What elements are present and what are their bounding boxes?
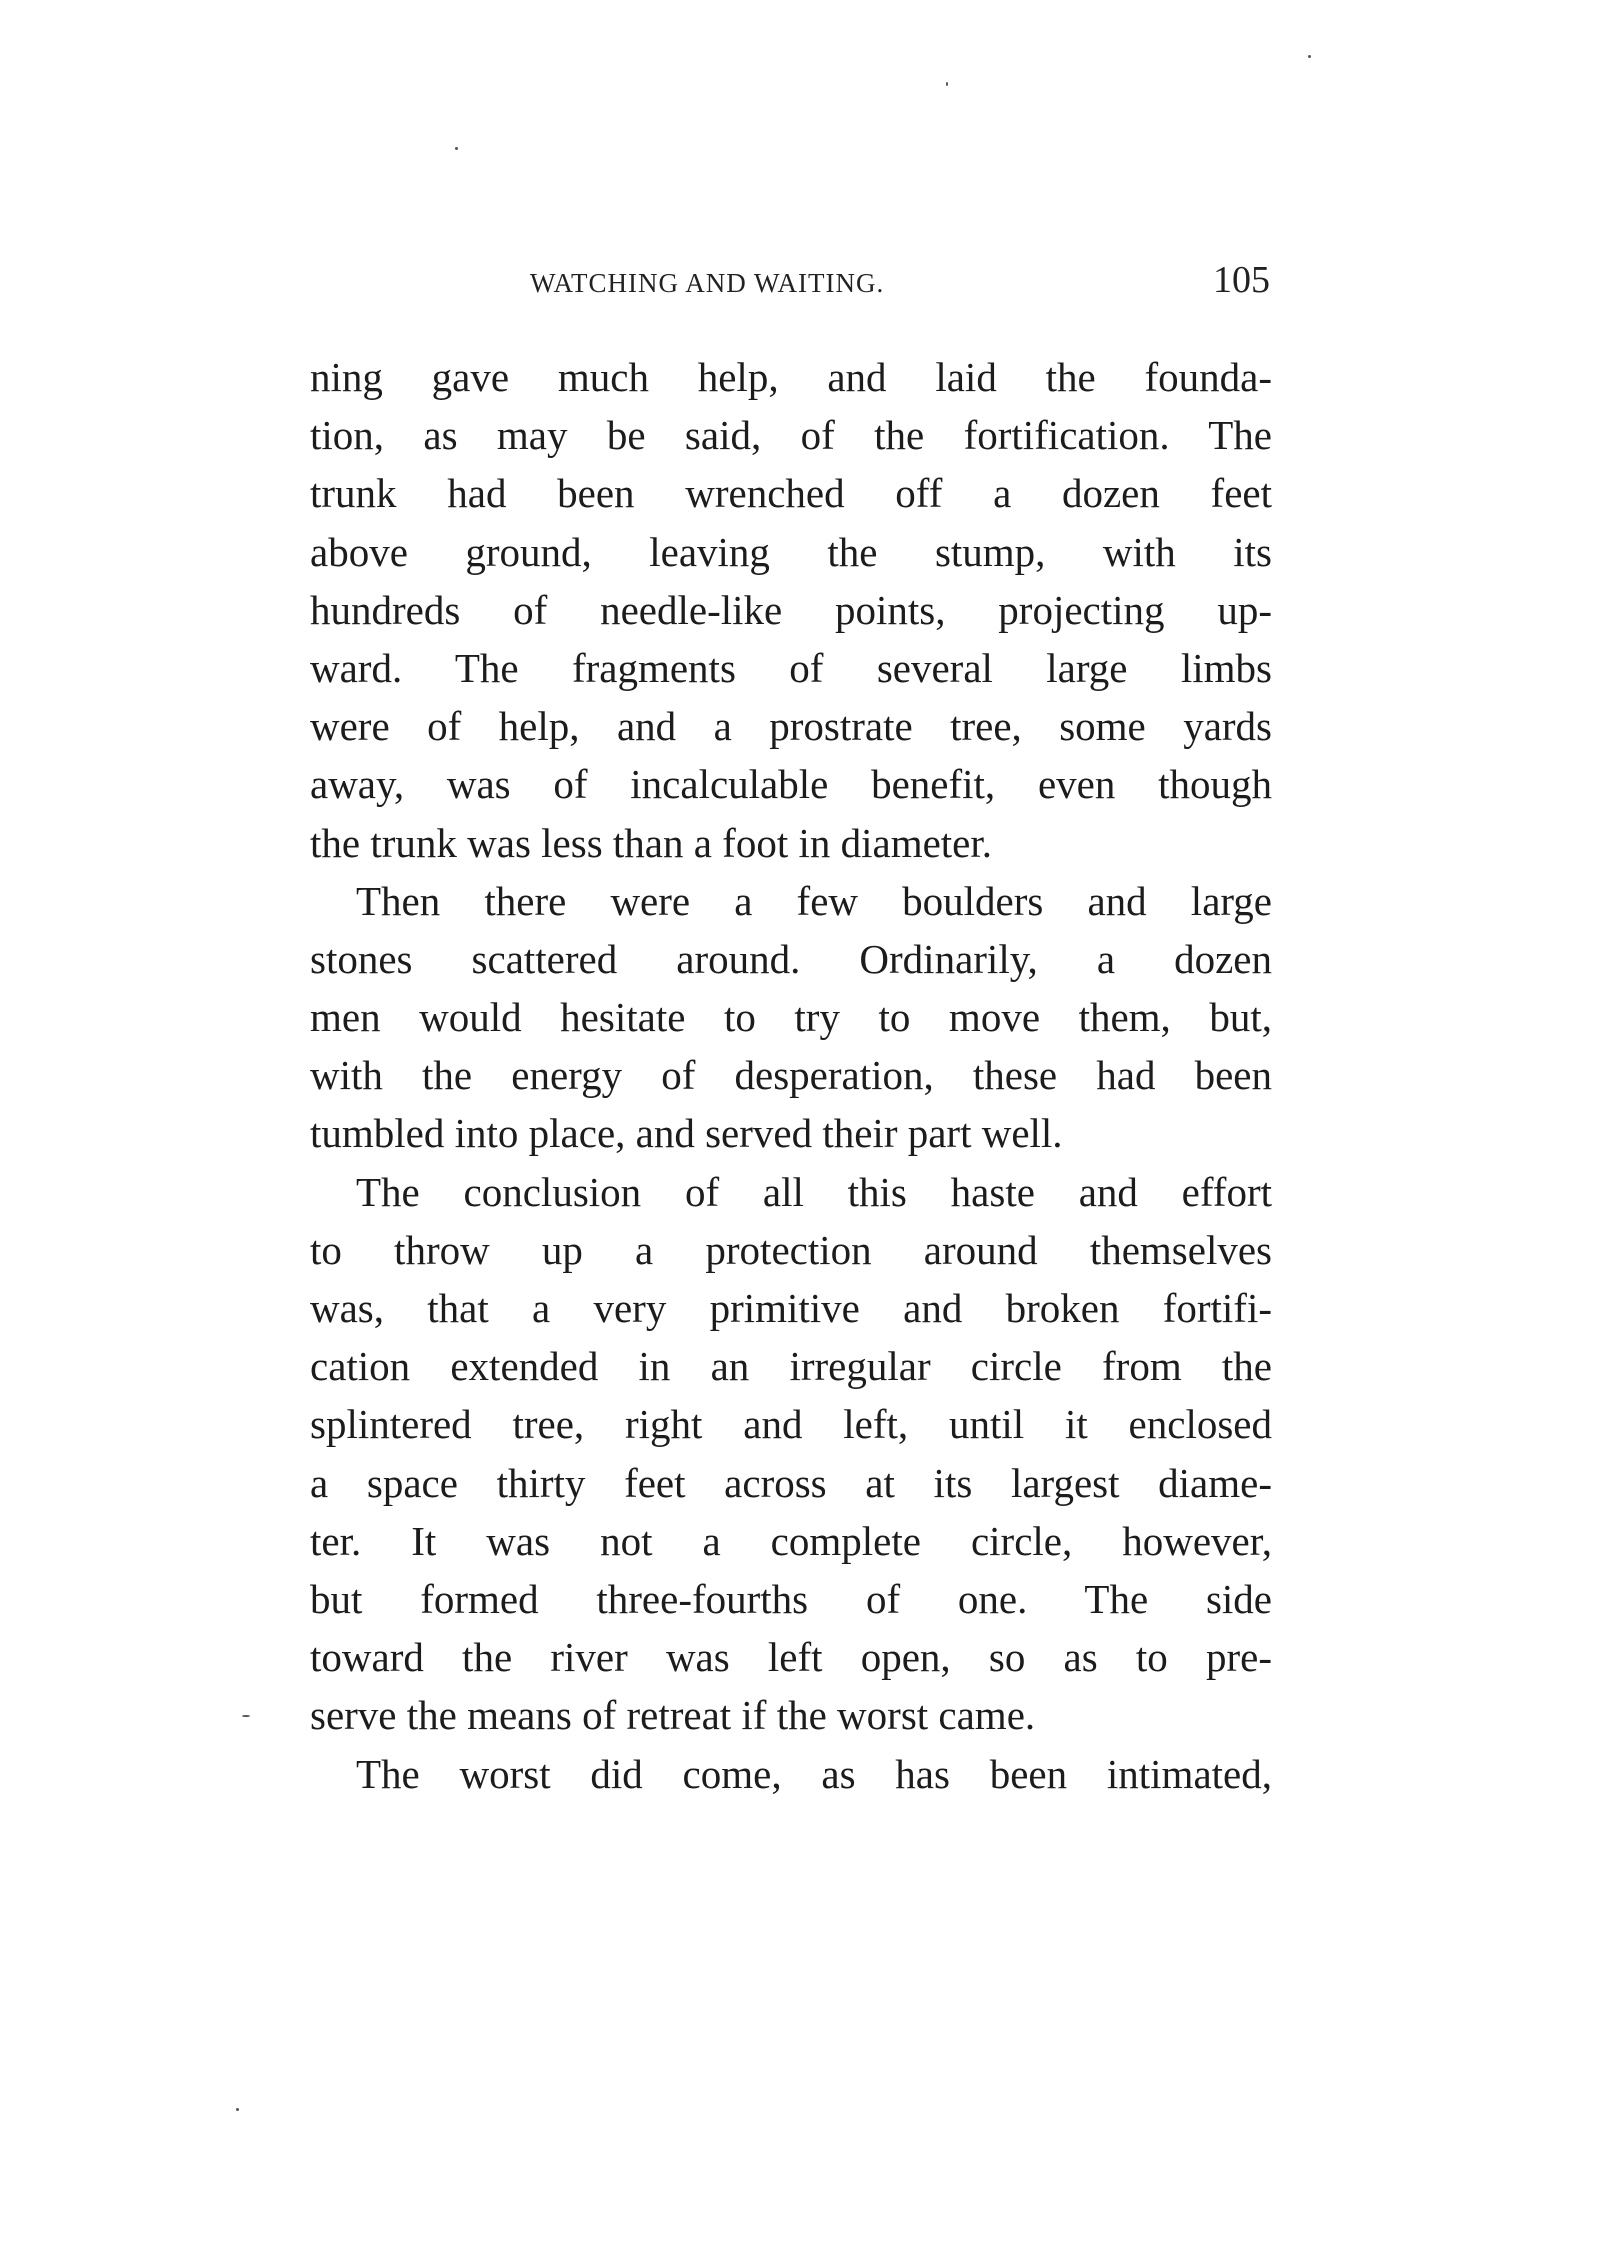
text-line: serve the means of retreat if the worst came. — [310, 1692, 1036, 1739]
text-line: The worst did come, as has been intimated, — [356, 1750, 1272, 1797]
scan-speck — [242, 1715, 250, 1717]
text-line: were of help, and a prostrate tree, some yards — [310, 703, 1272, 750]
text-line: to throw up a protection around themselves — [310, 1226, 1272, 1273]
text-line: ning gave much help, and laid the founda- — [310, 354, 1272, 400]
text-line: cation extended in an irregular circle from the — [310, 1343, 1272, 1390]
text-line: splintered tree, right and left, until it enclosed — [310, 1401, 1272, 1448]
text-line: with the energy of desperation, these had been — [310, 1052, 1272, 1099]
scan-speck — [946, 82, 948, 86]
text-line: trunk had been wrenched off a dozen feet — [310, 470, 1272, 517]
text-line: away, was of incalculable benefit, even though — [310, 761, 1272, 808]
text-line: the trunk was less than a foot in diameter. — [310, 819, 993, 866]
text-line: toward the river was left open, so as to pre- — [310, 1634, 1272, 1681]
text-line: ward. The fragments of several large limbs — [310, 644, 1272, 691]
page-number: 105 — [1213, 259, 1270, 301]
scan-speck — [1308, 55, 1311, 58]
text-line: tumbled into place, and served their part well. — [310, 1110, 1063, 1157]
running-head — [310, 258, 1270, 308]
running-title: WATCHING AND WAITING. — [530, 268, 885, 298]
text-line: but formed three-fourths of one. The side — [310, 1575, 1272, 1622]
text-line: above ground, leaving the stump, with its — [310, 528, 1272, 575]
text-line: hundreds of needle-like points, projecting up- — [310, 586, 1272, 633]
text-line: a space thirty feet across at its largest diame- — [310, 1459, 1272, 1506]
text-line: stones scattered around. Ordinarily, a dozen — [310, 935, 1272, 982]
text-line: tion, as may be said, of the fortification. The — [310, 412, 1272, 459]
text-line: men would hesitate to try to move them, but, — [310, 994, 1272, 1041]
text-line: The conclusion of all this haste and effort — [356, 1168, 1272, 1215]
text-line: Then there were a few boulders and large — [356, 877, 1272, 924]
scan-speck — [236, 2108, 239, 2111]
text-line: was, that a very primitive and broken fortifi- — [310, 1285, 1272, 1331]
text-line: ter. It was not a complete circle, however, — [310, 1517, 1272, 1564]
body-text — [310, 348, 1272, 1803]
scan-speck — [455, 147, 458, 150]
